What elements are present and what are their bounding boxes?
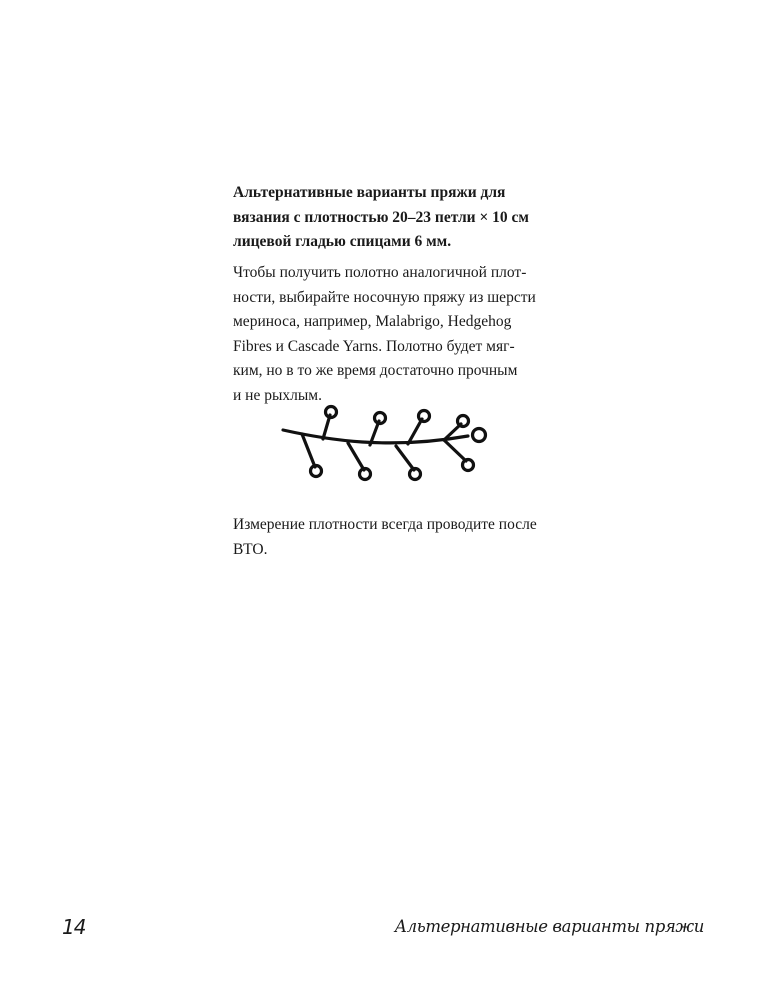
paragraph-line: мериноса, например, Malabrigo, Hedgehog (233, 313, 512, 330)
paragraph-line: и не рыхлым. (233, 386, 322, 404)
heading-line: Альтернативные варианты пряжи для (233, 184, 506, 201)
page-number: 14 (62, 915, 86, 939)
heading-line: лицевой гладью спицами 6 мм. (233, 233, 452, 250)
body-paragraph (233, 261, 563, 408)
paragraph-line: ким, но в то же время достаточно прочным (233, 362, 518, 379)
section-heading (233, 181, 563, 255)
note-paragraph (233, 513, 563, 562)
branch-ornament-icon (278, 402, 498, 490)
heading-line: вязания с плотностью 20–23 петли × 10 см (233, 208, 529, 226)
note-line: Измерение плотности всегда проводите после (233, 516, 537, 533)
running-footer-title: Альтернативные варианты пряжи (394, 917, 704, 936)
note-line: ВТО. (233, 540, 268, 558)
paragraph-line: Fibres и Cascade Yarns. Полотно будет мяг- (233, 337, 515, 355)
paragraph-line: ности, выбирайте носочную пряжу из шерсти (233, 288, 536, 306)
paragraph-line: Чтобы получить полотно аналогичной плот- (233, 264, 527, 281)
